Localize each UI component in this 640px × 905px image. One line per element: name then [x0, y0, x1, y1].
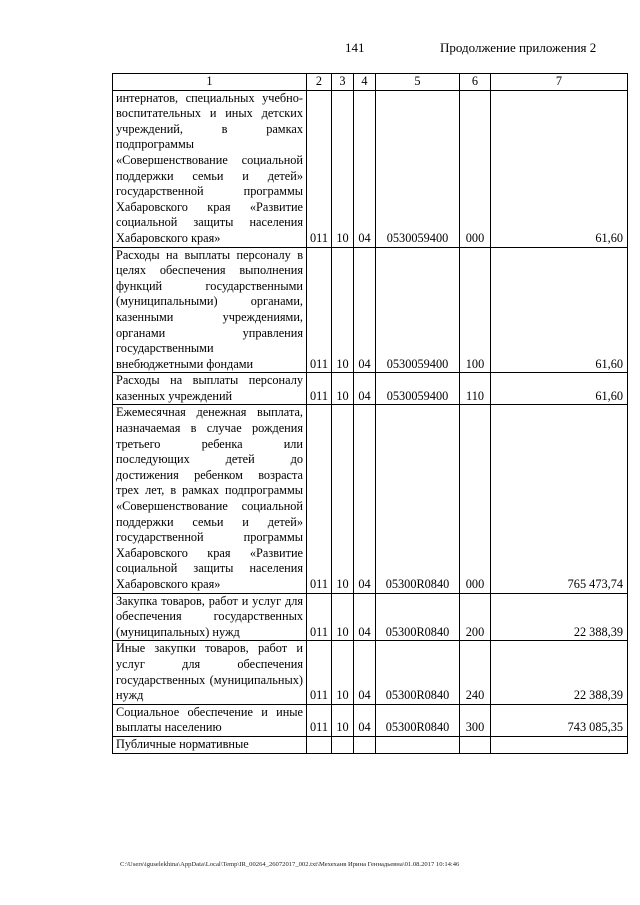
table-row: [113, 593, 628, 641]
section-code: 10: [332, 247, 354, 373]
ministry-code: 011: [307, 704, 332, 736]
table-row: [113, 405, 628, 593]
target-article-code: 05300R0840: [376, 593, 460, 641]
column-header: 7: [491, 74, 628, 91]
expense-type-code: 000: [460, 90, 491, 247]
amount: 61,60: [491, 373, 628, 405]
row-description: Расходы на выплаты персоналу в целях обеспечения выполнения функций государственными (муниципальными) органами, казенными учреждениями, органами управления государственными внебюджетными фондами: [113, 247, 307, 373]
table-row: [113, 736, 628, 753]
ministry-code: 011: [307, 247, 332, 373]
subsection-code: 04: [354, 641, 376, 704]
amount: 743 085,35: [491, 704, 628, 736]
target-article-code: 05300R0840: [376, 641, 460, 704]
page-number: 141: [345, 40, 365, 55]
row-description: Иные закупки товаров, работ и услуг для обеспечения государственных (муниципальных) нужд: [113, 641, 307, 704]
column-header: 5: [376, 74, 460, 91]
column-header: 1: [113, 74, 307, 91]
subsection-code: [354, 736, 376, 753]
row-description: Расходы на выплаты персоналу казенных учреждений: [113, 373, 307, 405]
row-description: Ежемесячная денежная выплата, назначаемая в случае рождения третьего ребенка или последующих детей до достижения ребенком возраста трех лет, в рамках подпрограммы «Совершенствование социальной поддержки семьи и детей» государственной программы Хабаровского края «Развитие социальной защиты населения Хабаровского края»: [113, 405, 307, 593]
subsection-code: 04: [354, 373, 376, 405]
amount: 61,60: [491, 90, 628, 247]
section-code: 10: [332, 704, 354, 736]
row-description: интернатов, специальных учебно-воспитательных и иных детских учреждений, в рамках подпрограммы «Совершенствование социальной поддержки семьи и детей» государственной программы Хабаровского края «Развитие социальной защиты населения Хабаровского края»: [113, 90, 307, 247]
section-code: 10: [332, 90, 354, 247]
expense-type-code: 300: [460, 704, 491, 736]
continuation-label: Продолжение приложения 2: [440, 40, 597, 55]
ministry-code: [307, 736, 332, 753]
section-code: 10: [332, 641, 354, 704]
row-description: Закупка товаров, работ и услуг для обеспечения государственных (муниципальных) нужд: [113, 593, 307, 641]
expense-type-code: 110: [460, 373, 491, 405]
ministry-code: 011: [307, 641, 332, 704]
amount: [491, 736, 628, 753]
target-article-code: 0530059400: [376, 247, 460, 373]
table-row: [113, 704, 628, 736]
ministry-code: 011: [307, 90, 332, 247]
target-article-code: 05300R0840: [376, 704, 460, 736]
expense-type-code: 100: [460, 247, 491, 373]
table-row: [113, 90, 628, 247]
column-header: 6: [460, 74, 491, 91]
expense-type-code: 000: [460, 405, 491, 593]
target-article-code: 0530059400: [376, 373, 460, 405]
amount: 765 473,74: [491, 405, 628, 593]
target-article-code: 05300R0840: [376, 405, 460, 593]
row-description: Публичные нормативные: [113, 736, 307, 753]
row-description: Социальное обеспечение и иные выплаты населению: [113, 704, 307, 736]
expense-type-code: 240: [460, 641, 491, 704]
subsection-code: 04: [354, 247, 376, 373]
subsection-code: 04: [354, 90, 376, 247]
table-row: [113, 373, 628, 405]
amount: 61,60: [491, 247, 628, 373]
expense-type-code: [460, 736, 491, 753]
ministry-code: 011: [307, 373, 332, 405]
section-code: 10: [332, 373, 354, 405]
header-row: [113, 74, 628, 91]
target-article-code: 0530059400: [376, 90, 460, 247]
expense-type-code: 200: [460, 593, 491, 641]
budget-table: [112, 73, 628, 754]
ministry-code: 011: [307, 593, 332, 641]
amount: 22 388,39: [491, 641, 628, 704]
section-code: [332, 736, 354, 753]
subsection-code: 04: [354, 593, 376, 641]
table-row: [113, 641, 628, 704]
table-row: [113, 247, 628, 373]
amount: 22 388,39: [491, 593, 628, 641]
column-header: 4: [354, 74, 376, 91]
subsection-code: 04: [354, 405, 376, 593]
target-article-code: [376, 736, 460, 753]
column-header: 2: [307, 74, 332, 91]
section-code: 10: [332, 405, 354, 593]
file-path-footer: C:\Users\iguselekhina\AppData\Local\Temp\IR_00264_26072017_002.txt\Мехеханв Ирина Геннадьевна\01.08.2017 10:14:46: [120, 861, 460, 868]
column-header: 3: [332, 74, 354, 91]
section-code: 10: [332, 593, 354, 641]
subsection-code: 04: [354, 704, 376, 736]
ministry-code: 011: [307, 405, 332, 593]
